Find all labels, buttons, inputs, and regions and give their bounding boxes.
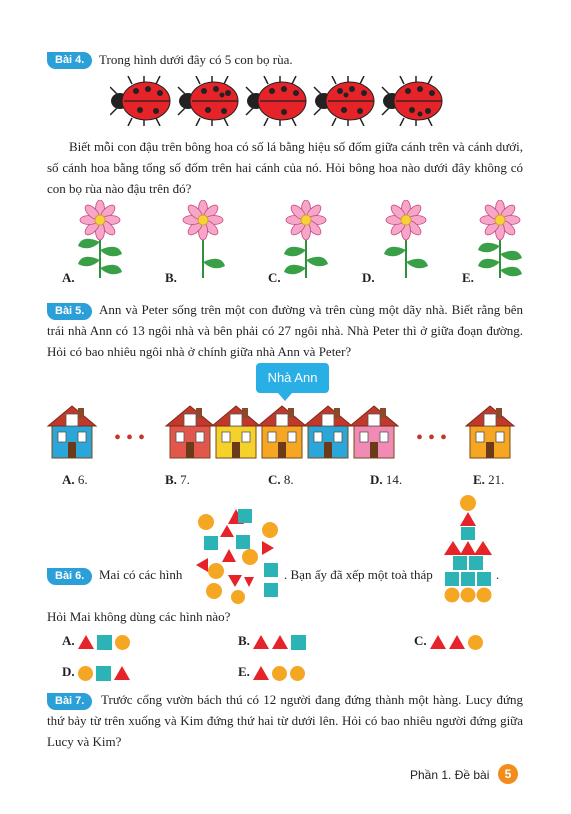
bai5-option-b[interactable]: B. 7. xyxy=(165,472,190,487)
flowers-image xyxy=(60,200,530,280)
page-number: 5 xyxy=(498,764,518,784)
tower-image xyxy=(440,495,496,605)
triangle-shape xyxy=(253,635,269,649)
bai6-option-c[interactable]: C. xyxy=(414,633,486,650)
bai5-option-a[interactable]: A. 6. xyxy=(62,472,88,487)
bai6-option-d[interactable]: D. xyxy=(62,664,133,681)
bai6-text-a: Mai có các hình xyxy=(99,567,183,582)
bai6-option-a[interactable]: A. xyxy=(62,633,133,650)
bai6-text-b: . Bạn ấy đã xếp một toà tháp xyxy=(284,567,433,582)
bai4-option-b[interactable]: B. xyxy=(165,270,177,285)
circle-shape xyxy=(468,635,483,650)
bai5-option-d[interactable]: D. 14. xyxy=(370,472,403,487)
bai4-option-d[interactable]: D. xyxy=(362,270,375,285)
circle-shape xyxy=(115,635,130,650)
triangle-shape xyxy=(114,666,130,680)
square-shape xyxy=(96,666,111,681)
houses-image xyxy=(46,404,516,460)
callout-label: Nhà Ann xyxy=(267,370,318,385)
circle-shape xyxy=(290,666,305,681)
bai5-paragraph: Ann và Peter sống trên một con đường và trên cùng một dãy nhà. Biết rằng bên trái nhà Ann có 13 ngôi nhà và bên phải có 27 ngôi nhà. Nhà Peter thì ở giữa đoạn đường. Hỏi có bao nhiêu ngôi nhà ở chính giữa nhà Ann và Peter? xyxy=(47,302,523,359)
bai5-option-e[interactable]: E. 21. xyxy=(473,472,505,487)
bai6-badge: Bài 6. xyxy=(47,568,92,585)
triangle-shape xyxy=(430,635,446,649)
bai7-badge: Bài 7. xyxy=(47,693,92,710)
callout-pointer xyxy=(278,393,292,401)
bai6-option-b[interactable]: B. xyxy=(238,633,309,650)
footer-section: Phần 1. Đề bài xyxy=(410,768,490,782)
ladybugs-image xyxy=(110,76,450,126)
bai4-option-a[interactable]: A. xyxy=(62,270,75,285)
bai4-badge: Bài 4. xyxy=(47,52,92,69)
bai4-paragraph: Biết mỗi con đậu trên bông hoa có số lá bằng hiệu số đốm giữa cánh trên và cánh dưới, số cánh hoa bằng tổng số đốm trên hai cánh của nó. Hỏi bông hoa nào dưới đây không có con bọ rùa nào đậu trên đó? xyxy=(47,139,523,196)
bai5-option-c[interactable]: C. 8. xyxy=(268,472,294,487)
bai6-option-e[interactable]: E. xyxy=(238,664,308,681)
bai6-text-c: . xyxy=(496,567,500,582)
triangle-shape xyxy=(449,635,465,649)
ellipsis-right: • • • xyxy=(416,427,448,449)
bai6-question: Hỏi Mai không dùng các hình nào? xyxy=(47,609,231,624)
bai4-intro: Trong hình dưới đây có 5 con bọ rùa. xyxy=(99,52,293,67)
triangle-shape xyxy=(272,635,288,649)
mai-shapes-cluster xyxy=(192,505,284,605)
bai5-badge: Bài 5. xyxy=(47,303,92,320)
ellipsis-left: • • • xyxy=(114,427,146,449)
bai4-option-e[interactable]: E. xyxy=(462,270,474,285)
bai7-paragraph: Trước cổng vườn bách thú có 12 người đang đứng thành một hàng. Lucy đứng thứ bảy từ trên xuống và Kim đứng thứ hai từ dưới lên. Hỏi có bao nhiêu người đứng giữa Lucy và Kim? xyxy=(47,692,523,749)
square-shape xyxy=(291,635,306,650)
triangle-shape xyxy=(253,666,269,680)
bai4-option-c[interactable]: C. xyxy=(268,270,281,285)
square-shape xyxy=(97,635,112,650)
circle-shape xyxy=(272,666,287,681)
triangle-shape xyxy=(78,635,94,649)
circle-shape xyxy=(78,666,93,681)
